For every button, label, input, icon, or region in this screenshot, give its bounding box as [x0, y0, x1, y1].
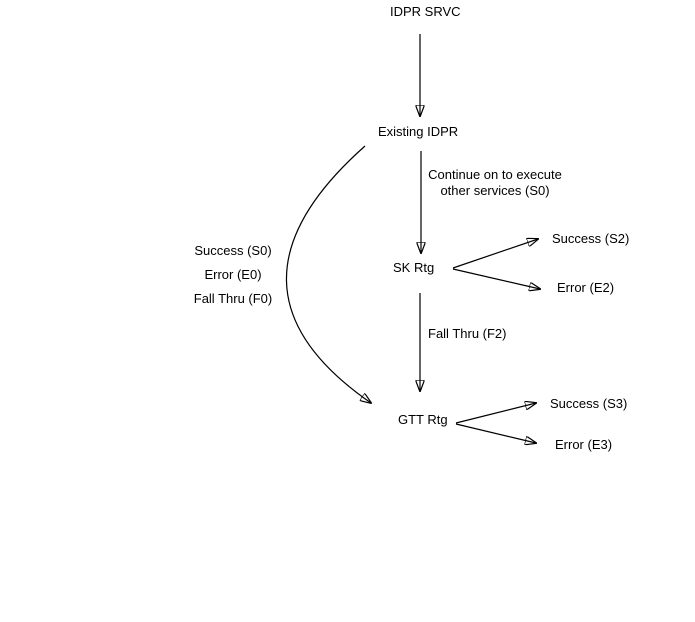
connector-skrtg-to-error-e2	[453, 269, 540, 289]
connector-skrtg-to-success-s2	[453, 239, 538, 268]
edge-label-continue-note-line2: other services (S0)	[440, 183, 550, 198]
edge-label-fall-thru-f2: Fall Thru (F2)	[428, 326, 507, 341]
edge-label-success-s3: Success (S3)	[550, 396, 628, 411]
edge-label-error-e0: Error (E0)	[204, 267, 262, 282]
edge-label-curve-group	[183, 239, 283, 311]
node-idpr-srvc: IDPR SRVC	[390, 4, 461, 19]
connector-gttrtg-to-error-e3	[456, 424, 536, 443]
node-existing-idpr: Existing IDPR	[378, 124, 459, 139]
node-sk-rtg: SK Rtg	[393, 260, 435, 275]
edge-label-continue-note	[426, 167, 564, 199]
edge-label-error-e3: Error (E3)	[555, 437, 613, 452]
edge-label-continue-note-line1: Continue on to execute	[428, 167, 562, 182]
edge-label-fall-thru-f0: Fall Thru (F0)	[193, 291, 273, 306]
edge-label-error-e2: Error (E2)	[557, 280, 615, 295]
edge-label-success-s2: Success (S2)	[552, 231, 630, 246]
node-gtt-rtg: GTT Rtg	[398, 412, 448, 427]
edge-label-success-s0: Success (S0)	[194, 243, 272, 258]
connector-existingidpr-to-gttrtg-curve	[286, 146, 371, 403]
connector-gttrtg-to-success-s3	[456, 403, 536, 423]
